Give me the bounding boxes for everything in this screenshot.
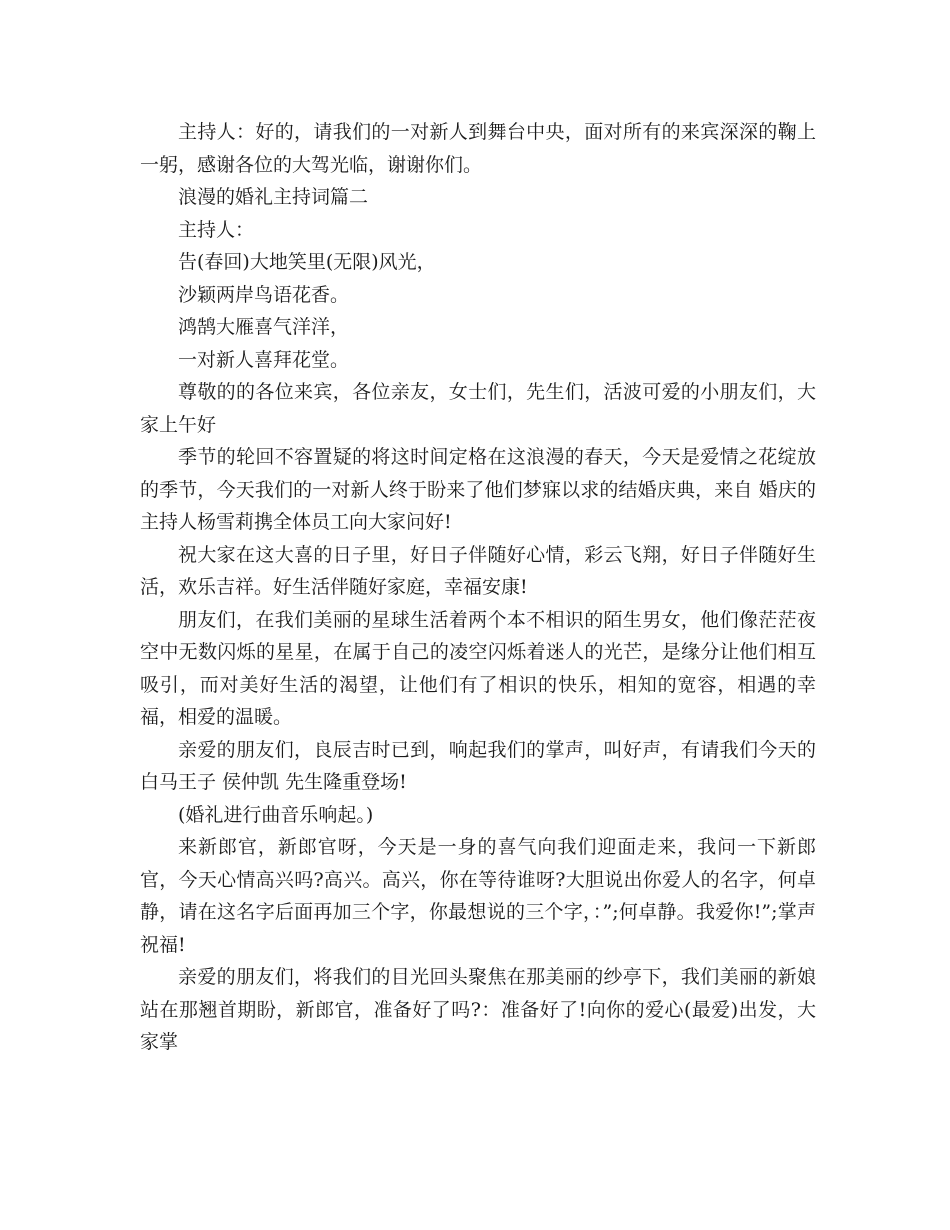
paragraph-groom-entrance: 亲爱的朋友们，良辰吉时已到，响起我们的掌声，叫好声，有请我们今天的白马王子 侯仲凯 先生隆重登场!	[140, 738, 816, 793]
poem-line-1: 告(春回)大地笑里(无限)风光，	[178, 251, 436, 273]
poem-line-2: 沙颖两岸鸟语花香。	[178, 283, 350, 306]
paragraph-groom-dialogue: 来新郎官，新郎官呀，今天是一身的喜气向我们迎面走来，我问一下新郎官，今天心情高兴吗?高兴。高兴，你在等待谁呀?大胆说出你爱人的名字，何卓静，请在这名字后面再加三个字，你最想说的三个字，：”;何卓静。我爱你!”;掌声祝福!	[140, 836, 816, 956]
paragraph-music-cue: (婚礼进行曲音乐响起。)	[178, 803, 374, 826]
section-heading: 浪漫的婚礼主持词篇二	[178, 186, 369, 208]
document-page	[140, 116, 816, 1059]
paragraph-host-label: 主持人：	[178, 218, 255, 241]
poem-line-4: 一对新人喜拜花堂。	[178, 348, 350, 371]
paragraph-bride-waiting: 亲爱的朋友们，将我们的目光回头聚焦在那美丽的纱亭下，我们美丽的新娘站在那翘首期盼，新郎官，准备好了吗?：准备好了!向你的爱心(最爱)出发，大家掌	[140, 966, 816, 1053]
paragraph-host-bow: 主持人：好的，请我们的一对新人到舞台中央，面对所有的来宾深深的鞠上一躬，感谢各位的大驾光临，谢谢你们。	[140, 121, 816, 176]
paragraph-friends: 朋友们，在我们美丽的星球生活着两个本不相识的陌生男女，他们像茫茫夜空中无数闪烁的星星，在属于自己的凌空闪烁着迷人的光芒，是缘分让他们相互吸引，而对美好生活的渴望，让他们有了相识的快乐，相知的宽容，相遇的幸福，相爱的温暖。	[140, 608, 816, 728]
poem-line-3: 鸿鹄大雁喜气洋洋，	[178, 316, 350, 338]
paragraph-season: 季节的轮回不容置疑的将这时间定格在这浪漫的春天，今天是爱情之花绽放的季节，今天我们的一对新人终于盼来了他们梦寐以求的结婚庆典，来自 婚庆的主持人杨雪莉携全体员工向大家问好!	[140, 446, 816, 533]
paragraph-blessing: 祝大家在这大喜的日子里，好日子伴随好心情，彩云飞翔，好日子伴随好生活，欢乐吉祥。好生活伴随好家庭，幸福安康!	[140, 543, 816, 598]
paragraph-greeting: 尊敬的的各位来宾，各位亲友，女士们，先生们，活波可爱的小朋友们，大家上午好	[140, 381, 816, 436]
